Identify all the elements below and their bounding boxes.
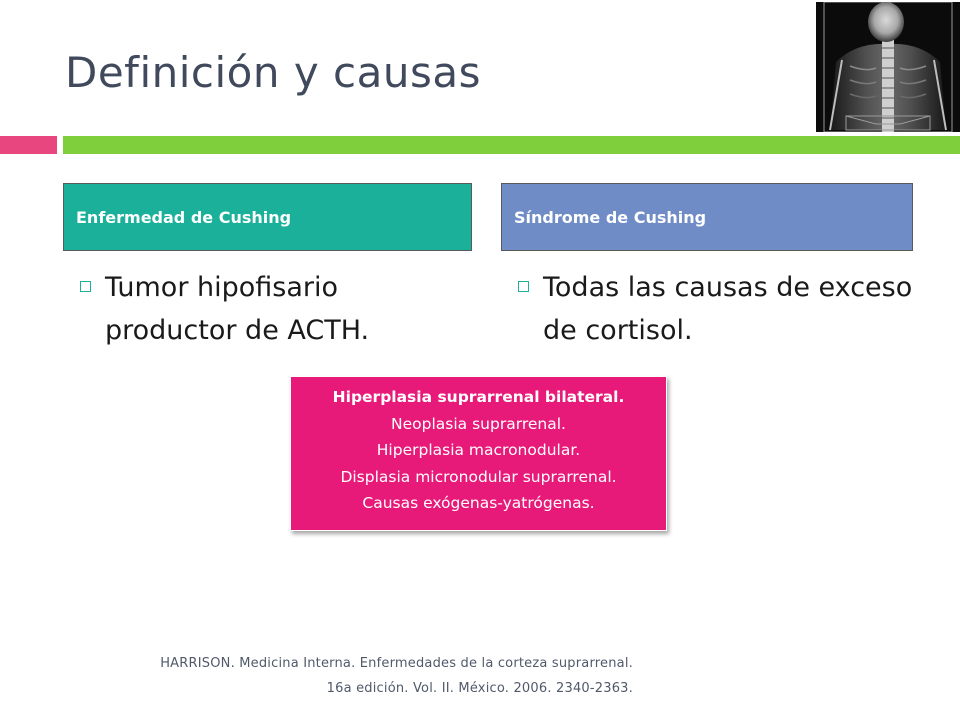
header-sindrome-de-cushing bbox=[501, 183, 913, 251]
cause-item: Hiperplasia suprarrenal bilateral. bbox=[332, 388, 625, 406]
slide-title: Definición y causas bbox=[65, 48, 482, 97]
cause-item: Causas exógenas-yatrógenas. bbox=[362, 494, 595, 512]
bullet-left bbox=[80, 266, 460, 352]
accent-bar-green bbox=[63, 136, 960, 154]
hollow-square-bullet-icon bbox=[518, 281, 529, 292]
xray-illustration bbox=[816, 2, 960, 132]
header-right-label: Síndrome de Cushing bbox=[514, 207, 707, 227]
reference-citation bbox=[88, 651, 633, 701]
bullet-right-text: Todas las causas de exceso de cortisol. bbox=[543, 272, 913, 346]
cause-item: Neoplasia suprarrenal. bbox=[391, 414, 566, 433]
header-enfermedad-de-cushing bbox=[63, 183, 472, 251]
bullet-right bbox=[518, 266, 918, 352]
xray-body-scan-image bbox=[816, 2, 960, 132]
hollow-square-bullet-icon bbox=[80, 281, 91, 292]
accent-bar-pink bbox=[0, 136, 57, 154]
cause-item: Displasia micronodular suprarrenal. bbox=[340, 467, 617, 486]
header-left-label: Enfermedad de Cushing bbox=[76, 207, 292, 227]
cause-item: Hiperplasia macronodular. bbox=[376, 441, 581, 459]
reference-line-2: 16a edición. Vol. II. México. 2006. 2340-2363. bbox=[326, 681, 633, 696]
bullet-left-text: Tumor hipofisario productor de ACTH. bbox=[105, 272, 370, 346]
causes-list-box bbox=[290, 376, 667, 531]
reference-line-1: HARRISON. Medicina Interna. Enfermedades de la corteza suprarrenal. bbox=[160, 656, 633, 671]
